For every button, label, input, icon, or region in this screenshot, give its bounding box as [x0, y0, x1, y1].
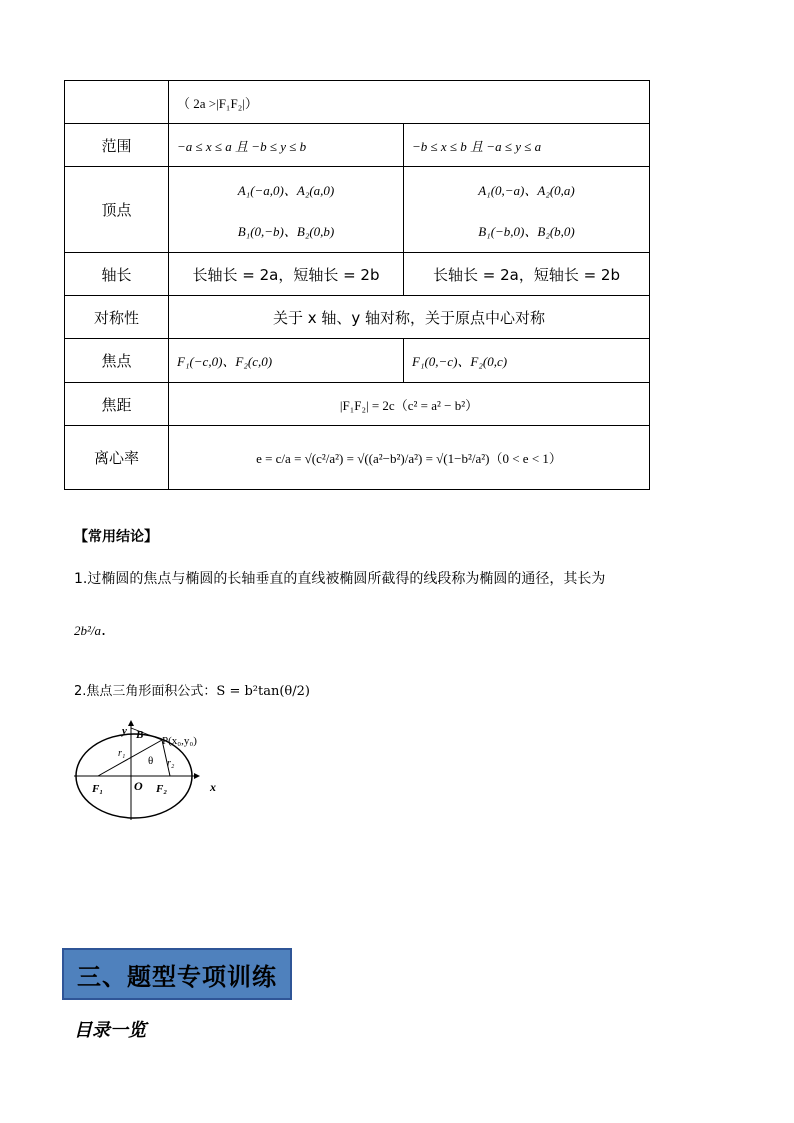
y-label: y — [122, 725, 127, 737]
range-label: 范围 — [65, 124, 169, 167]
axis-label: 轴长 — [65, 253, 169, 296]
vertex-row — [65, 167, 650, 253]
section-heading: 三、题型专项训练 — [62, 948, 292, 1000]
focus-vertical: F₁(0,−c)、F₂(0,c) — [412, 354, 508, 369]
o-label: O — [134, 779, 143, 793]
p-label: P(x₀,y₀) — [162, 735, 197, 747]
conclusion-1-formula-line — [74, 620, 106, 639]
f1-label: F₁ — [92, 783, 104, 795]
vertex-vertical-b: B₁(−b,0)、B₂(b,0) — [478, 223, 575, 239]
conclusions-title: 【常用结论】 — [74, 529, 158, 545]
conclusion-2 — [74, 680, 310, 699]
condition-cell — [169, 81, 650, 124]
focal-text: |F₁F₂| = 2c（c² = a² − b²） — [339, 397, 479, 413]
vertex-label: 顶点 — [65, 167, 169, 253]
conclusion-1: 1.过椭圆的焦点与椭圆的长轴垂直的直线被椭圆所截得的线段称为椭圆的通径，其长为 — [74, 571, 606, 587]
ellipse-properties-table — [64, 80, 650, 490]
axis-horizontal: 长轴长 = 2a，短轴长 = 2b — [169, 253, 404, 296]
symmetry-label: 对称性 — [65, 296, 169, 339]
f2-label: F₂ — [156, 783, 168, 795]
focal-label: 焦距 — [65, 383, 169, 426]
condition-label-cell — [65, 81, 169, 124]
focus-label: 焦点 — [65, 339, 169, 383]
r1-label: r₁ — [118, 748, 126, 759]
condition-row — [65, 81, 650, 124]
r2-label: r₂ — [167, 758, 175, 769]
range-vertical: −b ≤ x ≤ b 且 −a ≤ y ≤ a — [412, 138, 542, 154]
x-label: x — [210, 780, 216, 794]
range-row — [65, 124, 650, 167]
eccentricity-label: 离心率 — [65, 426, 169, 490]
latus-rectum-formula: 2b²/a — [74, 623, 102, 638]
y-arrow-icon — [128, 720, 134, 726]
axis-row — [65, 253, 650, 296]
vertex-horizontal-a: A₁(−a,0)、A₂(a,0) — [237, 182, 335, 198]
toc-title: 目录一览 — [74, 1020, 146, 1041]
eccentricity-row — [65, 426, 650, 490]
b-label: B — [136, 729, 144, 741]
symmetry-row — [65, 296, 650, 339]
vertex-vertical-a: A₁(0,−a)、A₂(0,a) — [478, 182, 575, 198]
symmetry-text: 关于 x 轴、y 轴对称，关于原点中心对称 — [169, 296, 650, 339]
vertex-horizontal-b: B₁(0,−b)、B₂(0,b) — [237, 223, 335, 239]
condition-text: （ 2a >|F₁F₂|） — [177, 95, 258, 111]
focal-row — [65, 383, 650, 426]
axis-vertical: 长轴长 = 2a，短轴长 = 2b — [404, 253, 650, 296]
focal-triangle-diagram — [70, 718, 220, 823]
range-horizontal: −a ≤ x ≤ a 且 −b ≤ y ≤ b — [177, 138, 307, 154]
x-arrow-icon — [194, 773, 200, 779]
theta-label: θ — [148, 755, 154, 767]
focal-triangle-area-formula: S = b²tan(θ/2) — [216, 684, 310, 699]
focus-row — [65, 339, 650, 383]
conclusion-1-period: . — [101, 620, 107, 639]
conclusion-2-text: 2.焦点三角形面积公式： — [74, 684, 217, 699]
focus-horizontal: F₁(−c,0)、F₂(c,0) — [169, 339, 404, 382]
eccentricity-text: e = c/a = √(c²/a²) = √((a²−b²)/a²) = √(1−b²/a²)（0 < e < 1） — [256, 451, 562, 466]
